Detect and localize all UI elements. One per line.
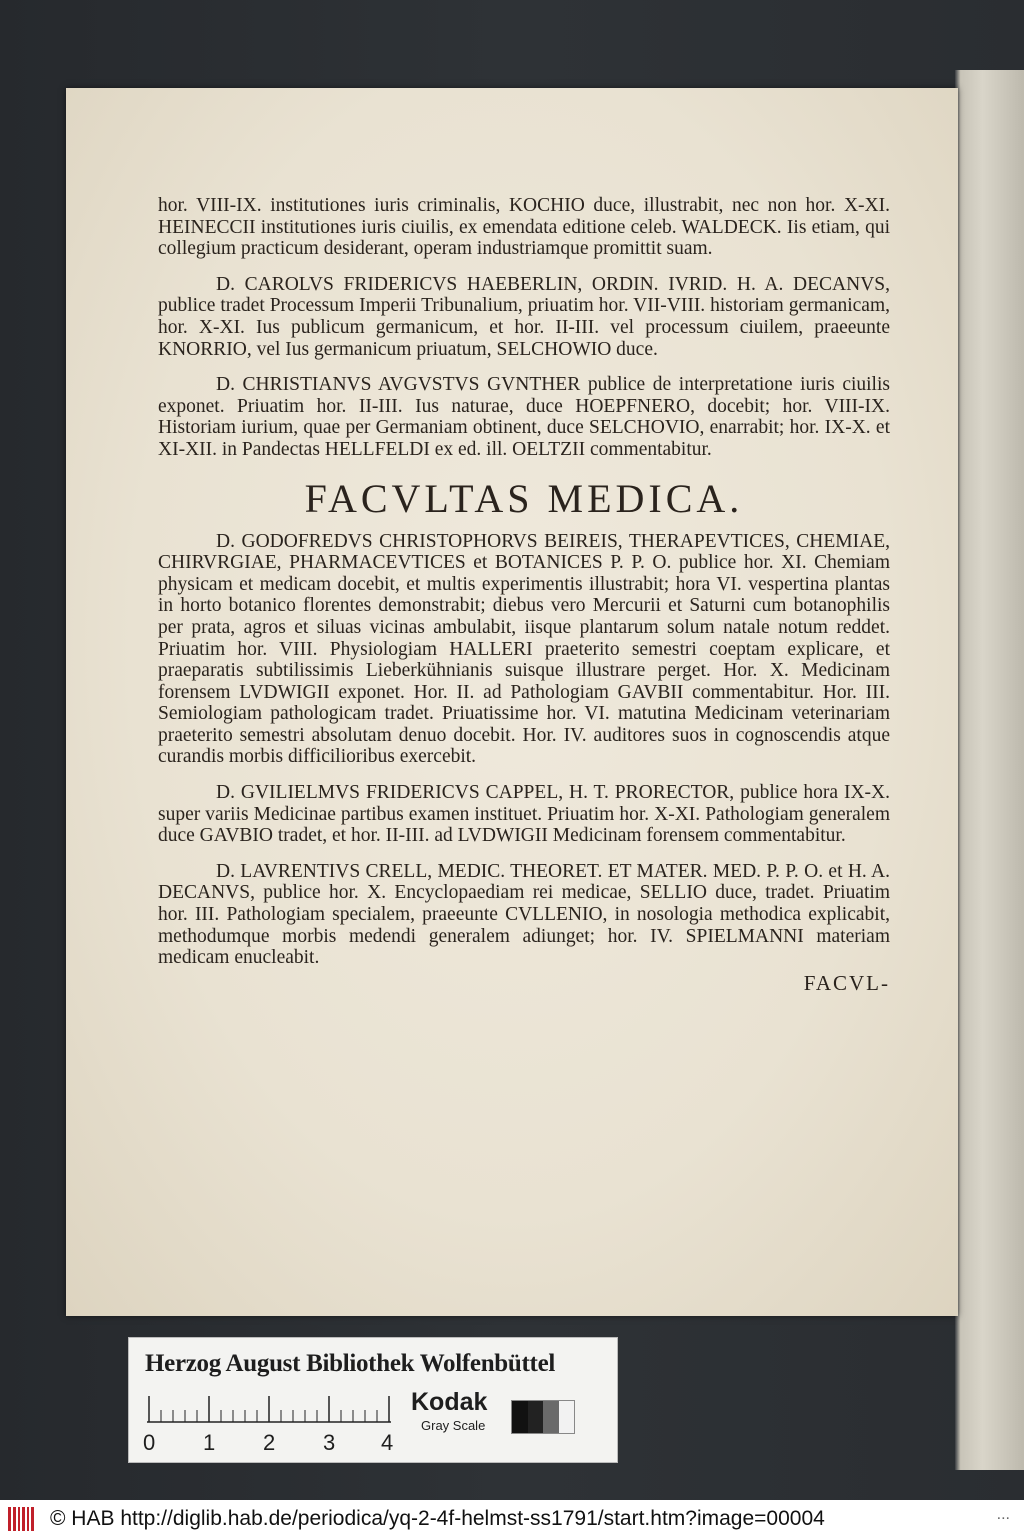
gray-scale-patches [511, 1400, 575, 1434]
section-heading: FACVLTAS MEDICA. [304, 475, 744, 521]
kodak-brand: Kodak [411, 1388, 488, 1416]
paragraph-crell: D. LAVRENTIVS CRELL, MEDIC. THEORET. ET MATER. MED. P. P. O. et H. A. DECANVS, publice hor. X. Encyclopaediam rei medicae, SELLIO duce, tradet. Priuatim hor. III. Pathologiam specialem, praeeunte CVLLENIO, in nosologia methodica explicabit, methodumque morbis medendi generalem adiunget; hor. IV. SPIELMANNI materiam medicam enucleabit. [158, 860, 890, 969]
board-edge [955, 70, 1024, 1470]
footer-bar [0, 1500, 1024, 1537]
scale-number: 0 [143, 1430, 156, 1455]
scale-number: 1 [203, 1430, 216, 1455]
library-name: Herzog August Bibliothek Wolfenbüttel [145, 1350, 556, 1377]
page-text [158, 195, 890, 994]
paragraph-haeberlin: D. CAROLVS FRIDERICVS HAEBERLIN, ORDIN. IVRID. H. A. DECANVS, publice tradet Processum Imperii Tribunalium, priuatim hor. VII-VIII. historiam germanicam, hor. X-XI. Ius publicum germanicum, et hor. II-III. vel processum ciuilem, praeeunte KNORRIO, vel Ius germanicum priuatum, SELCHOWIO duce. [158, 273, 890, 360]
paragraph-beireis: D. GODOFREDVS CHRISTOPHORVS BEIREIS, THERAPEVTICES, CHEMIAE, CHIRVRGIAE, PHARMACEVTICES et BOTANICES P. P. O. publice hor. XI. Chemiam physicam et medicam docebit, et multis experimentis illustrabit; hora VI. vespertina plantas in horto botanico florentes demonstrabit; diebus vero Mercurii et Saturni cum botanophilis per prata, agros et siluas vicinas ambulabit, iisque plantarum solum natale notum reddet. Priuatim hor. VIII. Physiologiam HALLERI praeterito semestri coeptam explicare, et praeparatis subtilissimis Lieberkühnianis suisque illustrare perget. Hor. X. Medicinam forensem LVDWIGII exponet. Hor. II. ad Pathologiam GAVBII commentabitur. Hor. III. Semiologiam pathologicam tradet. Priuatissime hor. VI. matutina Medicinam veterinariam praeterito semestri absolutam denuo docebit. Hor. IV. auditores suos in cognoscendis atque curandis morbis difficilioribus exercebit. [158, 530, 890, 768]
ruler-scale [147, 1392, 391, 1428]
catchword: FACVL- [803, 970, 890, 995]
scale-number: 3 [323, 1430, 336, 1455]
scale-number: 4 [381, 1430, 394, 1455]
paragraph-gunther: D. CHRISTIANVS AVGVSTVS GVNTHER publice de interpretatione iuris ciuilis exponet. Priuatim hor. II-III. Ius naturae, duce HOEPFNERO, docebit; hor. VIII-IX. Historiam iurium, quae per Germaniam obtinent, duce SELCHOVIO, enarrabit; hor. IX-X. et XI-XII. in Pandectas HELLFELDI ex ed. ill. OELTZII commentabitur. [158, 374, 890, 460]
footer-url[interactable]: © HAB http://diglib.hab.de/periodica/yq-2-4f-helmst-ss1791/start.htm?image=00004 [50, 1506, 825, 1530]
paragraph-cappel: D. GVILIELMVS FRIDERICVS CAPPEL, H. T. PRORECTOR, publice hora IX-X. super variis Medicinae partibus examen instituet. Priuatim hor. X-XI. Pathologiam generalem duce GAVBIO tradet, et hor. II-III. ad LVDWIGII Medicinam forensem commentabitur. [158, 782, 890, 847]
scale-number: 2 [263, 1430, 276, 1455]
more-icon[interactable]: ... [996, 1506, 1010, 1523]
gray-scale-label: Gray Scale [421, 1418, 486, 1433]
barcode-icon [8, 1507, 42, 1531]
library-color-card [128, 1337, 618, 1463]
paragraph-1: hor. VIII-IX. institutiones iuris criminalis, KOCHIO duce, illustrabit, nec non hor. X-XI. HEINECCII institutiones iuris ciuilis, ex emendata editione celeb. WALDECK. Iis etiam, qui collegium practicum desiderant, operam industriamque promittit suam. [158, 195, 890, 260]
